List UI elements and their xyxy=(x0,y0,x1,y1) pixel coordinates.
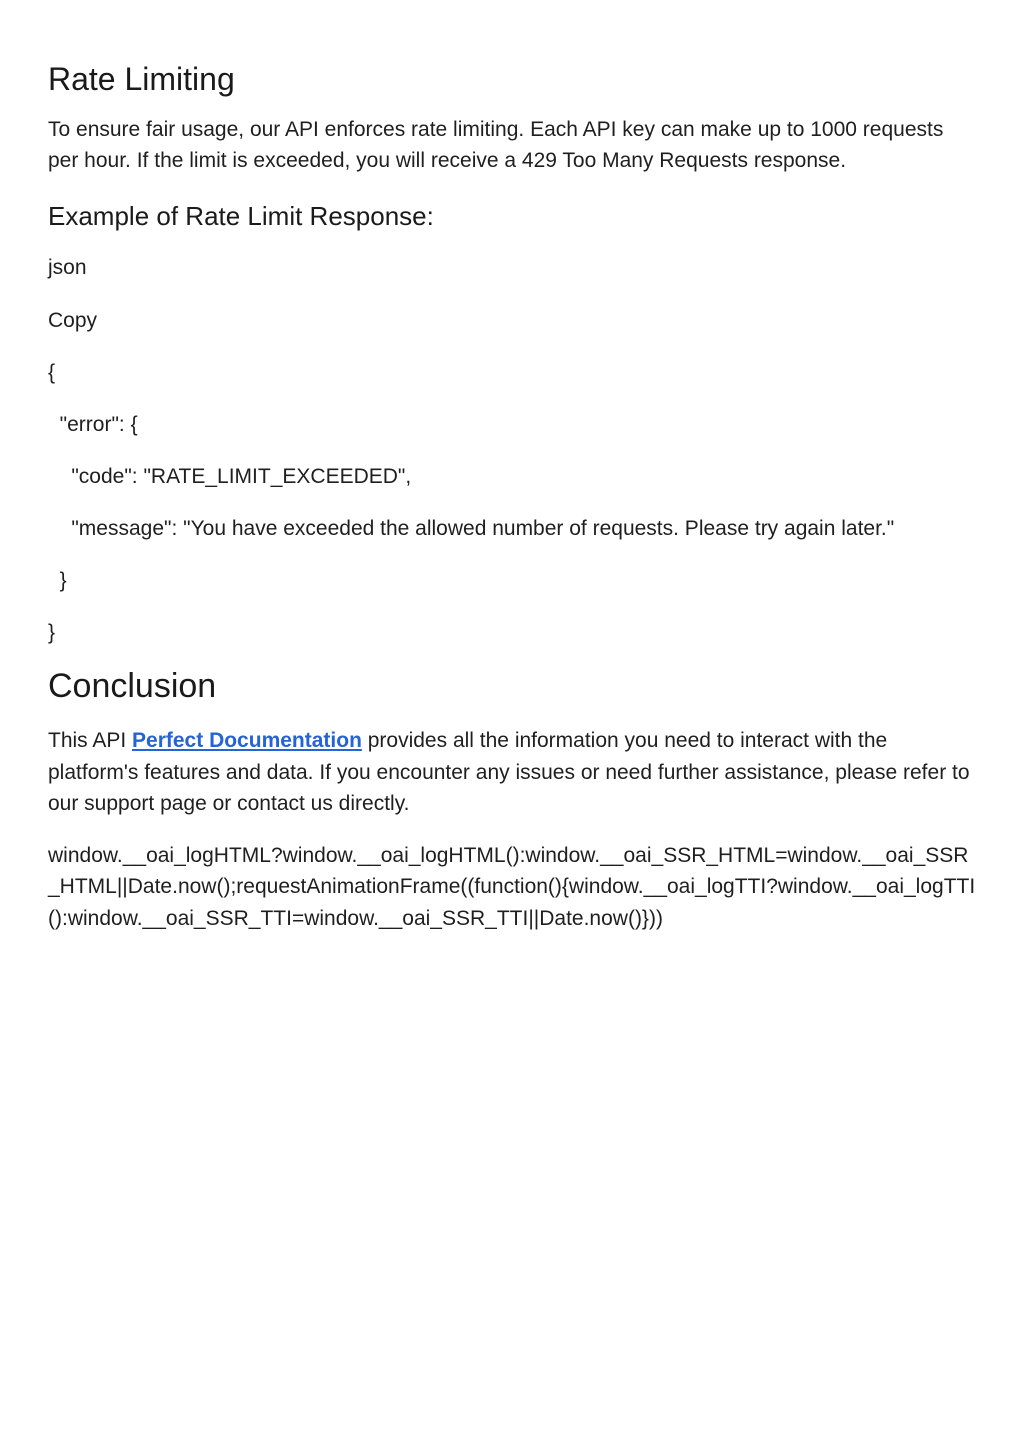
code-line: } xyxy=(48,621,56,644)
conclusion-heading: Conclusion xyxy=(48,667,217,705)
code-block xyxy=(48,357,976,648)
conclusion-text-start: This API xyxy=(48,729,133,752)
script-text: window.__oai_logHTML?window.__oai_logHTML():window.__oai_SSR_HTML=window.__oai_SSR_HTML||Date.now();requestAnimationFrame((function(){window.__oai_logTTI?window.__oai_logTTI():window.__oai_SSR_TTI=window.__oai_SSR_TTI||Date.now()})) xyxy=(48,843,976,930)
conclusion-text-end: provides all the information you need to interact with the platform's features and data. If you encounter any issues or need further assistance, please refer to our support page or contact us directly. xyxy=(48,729,970,815)
code-language-label: json xyxy=(48,256,87,279)
code-line: "code": "RATE_LIMIT_EXCEEDED", xyxy=(48,465,412,488)
code-line: } xyxy=(48,569,67,592)
code-line: "message": "You have exceeded the allowed number of requests. Please try again later." xyxy=(48,517,895,540)
code-line: { xyxy=(48,361,56,384)
code-line: "error": { xyxy=(48,413,138,436)
conclusion-paragraph xyxy=(48,725,976,820)
copy-button[interactable]: Copy xyxy=(48,309,98,332)
example-heading: Example of Rate Limit Response: xyxy=(48,201,434,231)
rate-limiting-paragraph: To ensure fair usage, our API enforces rate limiting. Each API key can make up to 1000 requests per hour. If the limit is exceeded, you will receive a 429 Too Many Requests response. xyxy=(48,118,944,172)
perfect-documentation-link[interactable]: Perfect Documentation xyxy=(132,729,362,752)
rate-limiting-heading: Rate Limiting xyxy=(48,61,235,97)
